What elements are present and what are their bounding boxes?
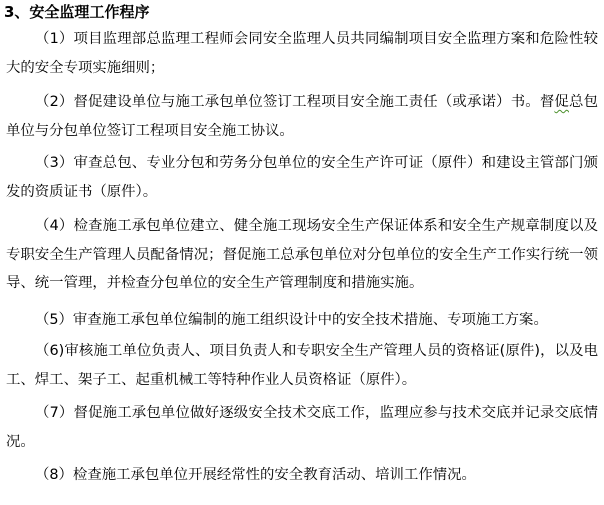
section-heading: 3、安全监理工作程序 (4, 3, 150, 21)
paragraph-8: （8）检查施工承包单位开展经常性的安全教育活动、培训工作情况。 (35, 467, 476, 483)
paragraph-3: （3）审查总包、专业分包和劳务分包单位的安全生产许可证（原件）和建设主管部门颁发的资质证书（原件）。 (6, 155, 598, 200)
spellcheck-marked-text: 促 (554, 94, 569, 110)
paragraph-5: （5）审查施工承包单位编制的施工组织设计中的安全技术措施、专项施工方案。 (35, 312, 548, 328)
paragraph-2-text-before: （2）督促建设单位与施工承包单位签订工程项目安全施工责任（或承诺）书。督 (35, 94, 555, 110)
paragraph-4: （4）检查施工承包单位建立、健全施工现场安全生产保证体系和安全生产规章制度以及专职安全生产管理人员配备情况；督促施工总承包单位对分包单位的安全生产工作实行统一领导、统一管理，并检查分包单位的安全生产管理制度和措施实施。 (6, 218, 598, 291)
paragraph-1: （1）项目监理部总监理工程师会同安全监理人员共同编制项目安全监理方案和危险性较大的安全专项实施细则； (6, 31, 598, 76)
paragraph-7: （7）督促施工承包单位做好逐级安全技术交底工作，监理应参与技术交底并记录交底情况。 (6, 405, 598, 450)
paragraph-6: （6)审核施工单位负责人、项目负责人和专职安全生产管理人员的资格证(原件)，以及电工、焊工、架子工、起重机械工等特种作业人员资格证（原件）。 (6, 343, 598, 388)
paragraph-2-text-after: 总包单位与分包单位签订工程项目安全施工协议。 (6, 94, 598, 139)
paragraph-2 (6, 88, 598, 145)
